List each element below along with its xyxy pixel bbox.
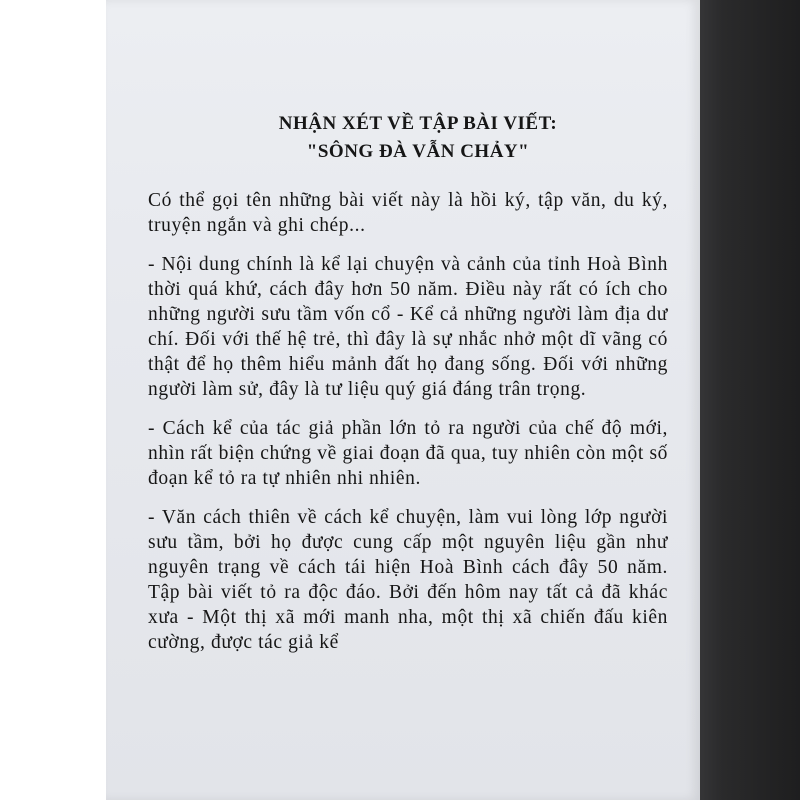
paragraph-4: - Văn cách thiên về cách kể chuyện, làm vui lòng lớp người sưu tầm, bởi họ được cung cấp một nguyên liệu gần như nguyên trạng về cách tái hiện Hoà Bình cách đây 50 năm. Tập bài viết tỏ ra độc đáo. Bởi đến hôm nay tất cả đã khác xưa - Một thị xã mới manh nha, một thị xã chiến đấu kiên cường, được tác giả kể [148,507,668,653]
background-surface [690,0,800,800]
paragraph-3: - Cách kể của tác giả phần lớn tỏ ra người của chế độ mới, nhìn rất biện chứng về giai đoạn đã qua, tuy nhiên còn một số đoạn kể tỏ ra tự nhiên nhi nhiên. [148,418,668,489]
page-content [148,110,668,655]
paragraph-1: Có thể gọi tên những bài viết này là hồi ký, tập văn, du ký, truyện ngắn và ghi chép... [148,190,668,236]
heading [148,110,668,166]
heading-line-1: NHẬN XÉT VỀ TẬP BÀI VIẾT: [278,113,558,134]
paragraph-2: - Nội dung chính là kể lại chuyện và cảnh của tỉnh Hoà Bình thời quá khứ, cách đây hơn 50 năm. Điều này rất có ích cho những người sưu tầm vốn cổ - Kể cả những người làm địa dư chí. Đối với thế hệ trẻ, thì đây là sự nhắc nhở một dĩ vãng có thật để họ thêm hiểu mảnh đất họ đang sống. Đối với những người làm sử, đây là tư liệu quý giá đáng trân trọng. [148,254,668,400]
heading-line-2: "SÔNG ĐÀ VẪN CHẢY" [306,141,530,162]
